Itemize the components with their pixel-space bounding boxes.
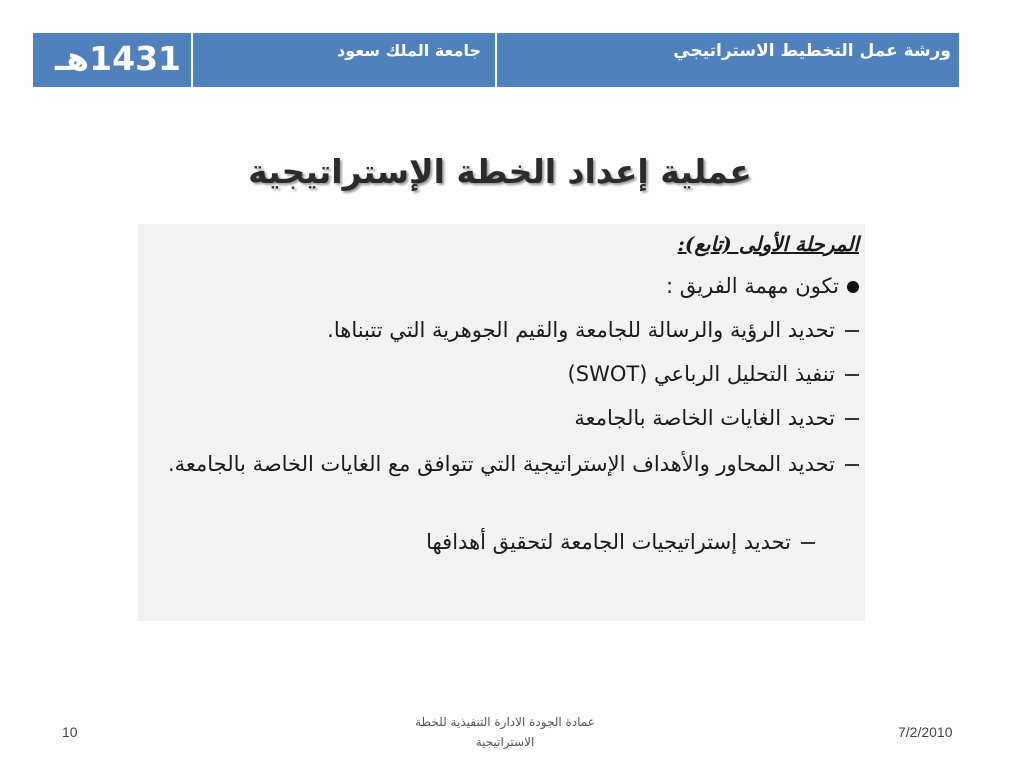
- list-item: [426, 530, 815, 554]
- list-item-text: تحديد المحاور والأهداف الإستراتيجية التي تتوافق مع الغايات الخاصة بالجامعة.: [167, 452, 835, 476]
- dash-icon: [845, 374, 859, 376]
- page-number: 10: [62, 724, 78, 740]
- dash-icon: [845, 418, 859, 420]
- content-box: [138, 224, 865, 621]
- phase-heading: المرحلة الأولى (تابع):: [677, 232, 859, 256]
- dash-icon: [845, 464, 859, 466]
- workshop-title: ورشة عمل التخطيط الاستراتيجي: [673, 41, 951, 61]
- dash-icon: [845, 330, 859, 332]
- list-item-text: تحديد الغايات الخاصة بالجامعة: [574, 406, 835, 430]
- list-item-text: تحديد إستراتيجيات الجامعة لتحقيق أهدافها: [426, 530, 791, 554]
- hijri-year: 1431هـ: [54, 39, 181, 78]
- list-item-text: تنفيذ التحليل الرباعي (SWOT): [567, 362, 835, 386]
- bullet-text: تكون مهمة الفريق :: [666, 274, 839, 298]
- dash-icon: [801, 542, 815, 544]
- footer-date: 7/2/2010: [898, 724, 953, 740]
- slide-title: عملية إعداد الخطة الإستراتيجية: [248, 152, 752, 191]
- footer-center: [370, 712, 640, 752]
- university-cell: [193, 33, 497, 87]
- list-item: [327, 318, 859, 342]
- year-cell: [33, 33, 193, 87]
- list-item: [147, 444, 859, 484]
- list-item-text: تحديد الرؤية والرسالة للجامعة والقيم الجوهرية التي تتبناها.: [327, 318, 835, 342]
- list-item: [574, 406, 859, 430]
- list-item: [568, 362, 859, 386]
- university-name: جامعة الملك سعود: [337, 41, 481, 60]
- footer-center-line2: الاستراتيجية: [475, 735, 535, 749]
- workshop-cell: [497, 33, 959, 87]
- footer-center-line1: عمادة الجودة الادارة التنفيذية للخطة: [415, 715, 595, 729]
- header-bar: [32, 32, 960, 88]
- bullet-dot-icon: [847, 281, 859, 293]
- bullet-item: [666, 274, 859, 298]
